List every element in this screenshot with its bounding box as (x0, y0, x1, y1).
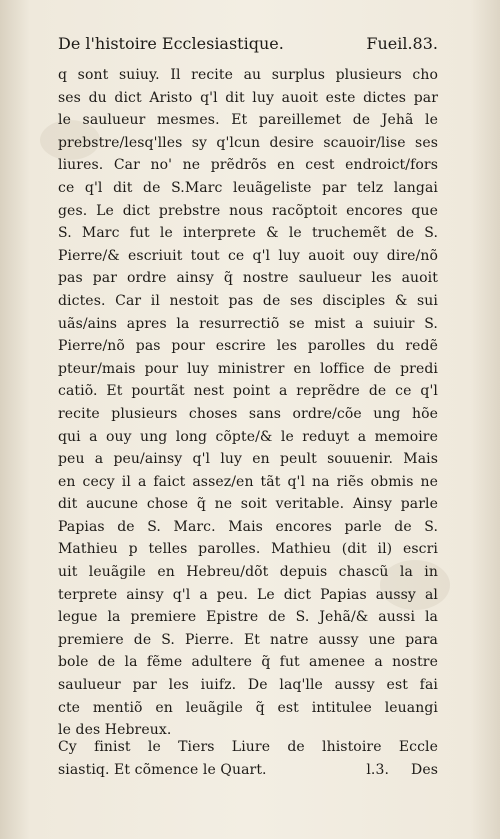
signature-mark: l.3. (366, 761, 389, 778)
text-line: en cecy il a faict assez/en tãt q'l na riẽs obmis ne (58, 473, 438, 490)
page-footer-marks (366, 759, 438, 782)
text-line: saulueur par les iuifz. De laq'lle aussy est fai (58, 677, 438, 694)
colophon-line: Cy finist le Tiers Liure de lhistoire Eccle (58, 739, 438, 755)
running-title: De l'histoire Ecclesiastique. (58, 34, 284, 53)
text-line: pas par ordre ainsy q̃ nostre saulueur les auoit (58, 270, 438, 287)
body-text (58, 64, 438, 742)
page-header (58, 34, 438, 62)
text-line: recite plusieurs choses sans ordre/cõe ung hõe (58, 405, 438, 422)
text-line: catiõ. Et pourtãt nest point a reprẽdre de ce q'l (58, 383, 438, 400)
text-line: qui a ouy ung long cõpte/& le reduyt a memoire (58, 428, 438, 445)
text-line: ce q'l dit de S.Marc leuãgeliste par telz langai (58, 179, 438, 196)
text-line: Pierre/nõ pas pour escrire les parolles du redẽ (58, 338, 438, 355)
text-line: dictes. Car il nestoit pas de ses disciples & sui (58, 292, 438, 309)
folio-number: Fueil.83. (366, 34, 438, 53)
text-line: liures. Car no' ne prẽdrõs en cest endroict/fors (58, 157, 438, 174)
text-line: le des Hebreux. (58, 722, 172, 739)
text-line: legue la premiere Epistre de S. Jehã/& aussi la (58, 609, 438, 626)
colophon-line: siastiq. Et cõmence le Quart. (58, 761, 267, 778)
text-line: terprete ainsy q'l a peu. Le dict Papias aussy al (58, 586, 438, 603)
colophon (58, 736, 438, 781)
text-line: Mathieu p telles parolles. Mathieu (dit il) escri (58, 541, 438, 558)
text-line: uãs/ains apres la resurrectiõ se mist a suiuir S. (58, 315, 438, 332)
text-line: cte mentiõ en leuãgile q̃ est intitulee leuangi (58, 699, 438, 716)
text-line: pteur/mais pour luy ministrer en loffice de predi (58, 360, 438, 377)
colophon-catchline (58, 759, 438, 782)
text-line: le saulueur mesmes. Et pareillemet de Jehã le (58, 112, 438, 129)
text-line: ges. Le dict prebstre nous racõptoit encores que (58, 202, 438, 219)
text-line: peu a peu/ainsy q'l luy en peult souuenir. Mais (58, 451, 438, 468)
catchword: Des (411, 761, 438, 778)
text-line: prebstre/lesq'lles sy q'lcun desire scauoir/lise ses (58, 134, 438, 151)
text-line: Pierre/& escriuit tout ce q'l luy auoit ouy dire/nõ (58, 247, 438, 264)
text-line: S. Marc fut le interprete & le truchemẽt de S. (58, 225, 438, 242)
text-line: Papias de S. Marc. Mais encores parle de S. (58, 518, 438, 535)
text-line: uit leuãgile en Hebreu/dõt depuis chascũ la in (58, 564, 438, 581)
text-line: dit aucune chose q̃ ne soit veritable. Ainsy parle (58, 496, 438, 513)
text-line: premiere de S. Pierre. Et natre aussy une para (58, 631, 438, 648)
text-line: ses du dict Aristo q'l dit luy auoit este dictes par (58, 89, 438, 106)
text-line: bole de la fẽme adultere q̃ fut amenee a nostre (58, 654, 438, 671)
text-line: q sont suiuy. Il recite au surplus plusieurs cho (58, 67, 438, 83)
